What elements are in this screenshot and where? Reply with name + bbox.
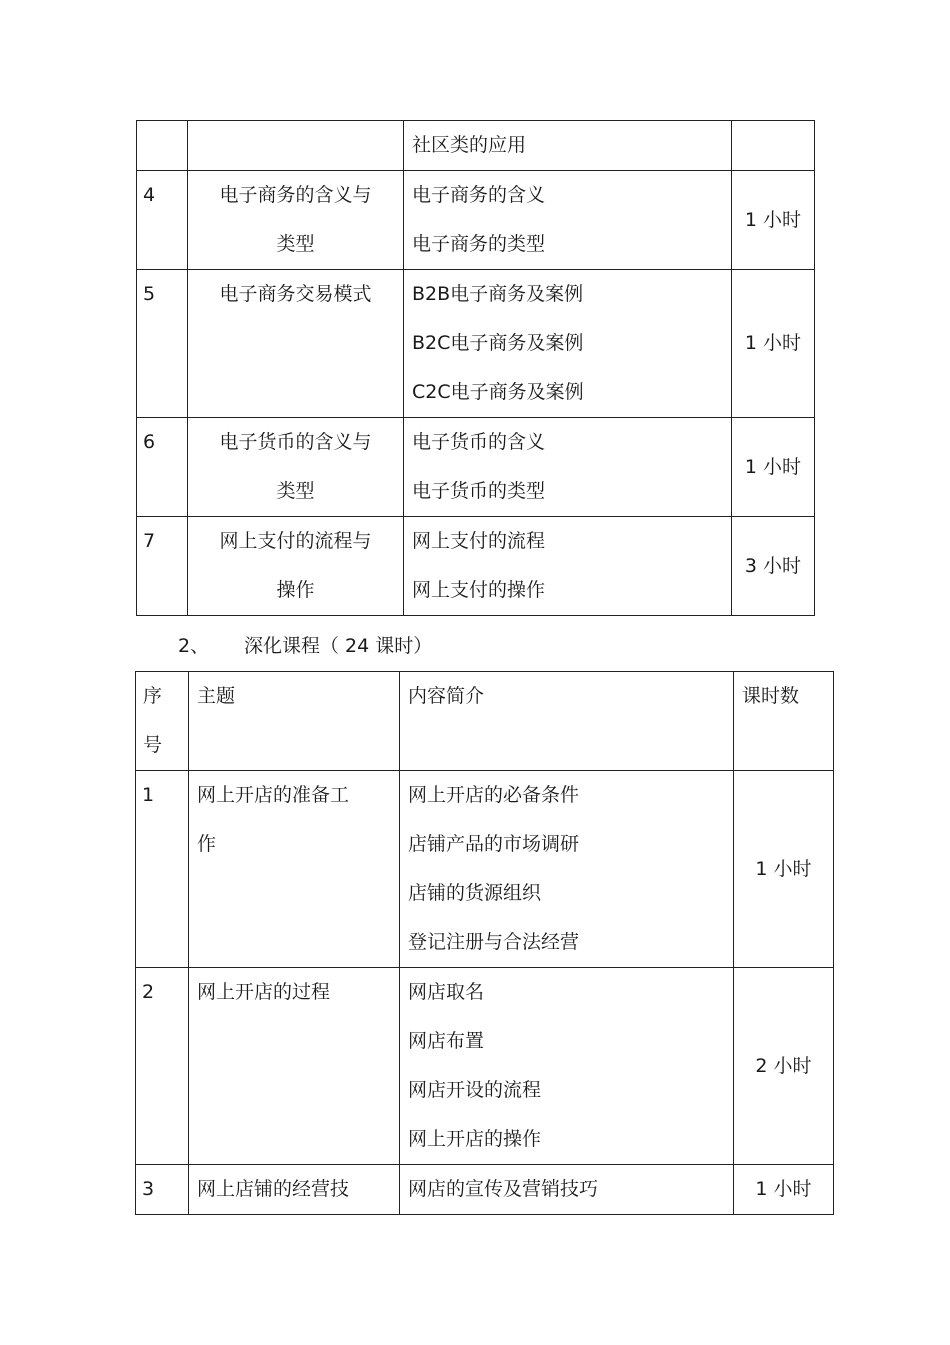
row-number-cell: 1 [136,771,189,968]
content-cell [400,771,734,968]
header-hours-cell: 课时数 [734,672,834,771]
topic-cell [189,771,400,968]
content-cell [404,418,732,517]
topic-line: 电子商务的含义与 [219,184,372,206]
content-line: B2B电子商务及案例 [412,283,584,305]
topic-cell [189,968,400,1165]
content-line: 网上支付的操作 [412,579,546,601]
content-line: 店铺的货源组织 [408,882,542,904]
row-number-cell: 2 [136,968,189,1165]
row-number-cell: 3 [136,1165,189,1215]
content-line: 社区类的应用 [412,134,527,156]
topic-line: 网上开店的准备工 [197,784,350,806]
table-row [137,270,815,418]
content-line: 网上开店的操作 [408,1128,542,1150]
hours-cell [732,121,815,171]
table-row [136,968,834,1165]
row-number-cell: 7 [137,517,188,616]
section-heading [178,631,432,661]
topic-cell [188,171,404,270]
topic-line: 电子货币的含义与 [219,431,372,453]
row-number-cell: 6 [137,418,188,517]
content-line: 网店的宣传及营销技巧 [408,1178,599,1200]
hours-cell: 1 小时 [732,270,815,418]
content-line: 网上支付的流程 [412,530,546,552]
content-line: 电子货币的类型 [412,480,546,502]
header-content-cell: 内容简介 [400,672,734,771]
content-cell [404,270,732,418]
hours-cell: 3 小时 [732,517,815,616]
hours-cell: 1 小时 [732,418,815,517]
topic-line: 电子商务交易模式 [219,283,372,305]
topic-line: 网上开店的过程 [197,981,331,1003]
content-line: 网店布置 [408,1030,485,1052]
content-line: 网店开设的流程 [408,1079,542,1101]
table-header-row [136,672,834,771]
table-row [137,121,815,171]
course-table-basic-continued [136,120,815,616]
header-num-line: 序 [143,685,163,707]
header-num-line: 号 [143,734,163,756]
content-cell [400,1165,734,1215]
table-row [137,171,815,270]
topic-line [188,121,403,170]
topic-line: 类型 [276,233,315,255]
topic-line: 网上店铺的经营技 [197,1178,350,1200]
header-num-cell [136,672,189,771]
table-row [136,1165,834,1215]
content-line: 登记注册与合法经营 [408,931,580,953]
content-line: C2C电子商务及案例 [412,381,584,403]
topic-line: 类型 [276,480,315,502]
topic-cell [188,270,404,418]
content-line: 网店取名 [408,981,485,1003]
table-row [136,771,834,968]
content-line: 电子商务的含义 [412,184,546,206]
row-number-cell: 5 [137,270,188,418]
hours-cell: 1 小时 [732,171,815,270]
hours-cell: 1 小时 [734,1165,834,1215]
row-number-cell [137,121,188,171]
table-row [137,418,815,517]
table-row [137,517,815,616]
content-line: 店铺产品的市场调研 [408,833,580,855]
topic-cell [189,1165,400,1215]
topic-line: 操作 [276,579,315,601]
content-line: B2C电子商务及案例 [412,332,584,354]
section-number: 2、 [178,635,210,657]
row-number-cell: 4 [137,171,188,270]
hours-cell: 1 小时 [734,771,834,968]
content-cell [404,171,732,270]
topic-line: 作 [197,833,217,855]
topic-cell [188,121,404,171]
hours-cell: 2 小时 [734,968,834,1165]
content-cell [400,968,734,1165]
header-topic-cell: 主题 [189,672,400,771]
content-cell [404,121,732,171]
topic-cell [188,418,404,517]
content-line: 电子商务的类型 [412,233,546,255]
content-cell [404,517,732,616]
content-line: 电子货币的含义 [412,431,546,453]
section-title: 深化课程（ 24 课时） [244,635,433,657]
topic-cell [188,517,404,616]
content-line: 网上开店的必备条件 [408,784,580,806]
course-table-advanced [135,671,834,1215]
topic-line: 网上支付的流程与 [219,530,372,552]
